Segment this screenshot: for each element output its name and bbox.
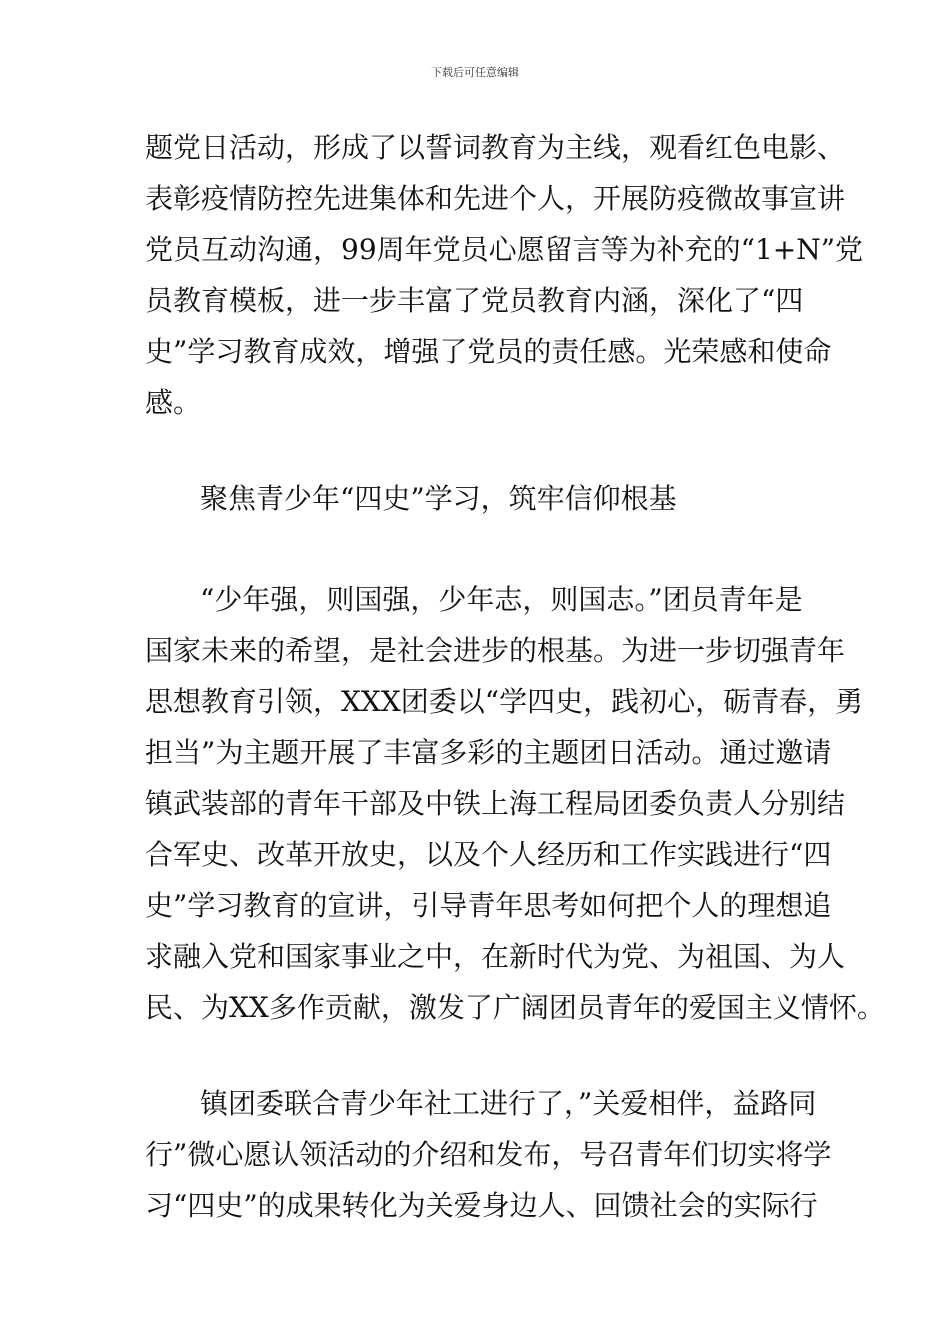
paragraph-line: 党员互动沟通，99周年党员心愿留言等为补充的“1+N”党 xyxy=(145,233,864,266)
section-heading: 聚焦青少年“四史”学习，筑牢信仰根基 xyxy=(200,482,677,515)
paragraph-line: 表彰疫情防控先进集体和先进个人，开展防疫微故事宣讲 xyxy=(145,182,846,215)
paragraph-line: 感。 xyxy=(145,386,202,419)
paragraph-line: 民、为XX多作贡献，激发了广阔团员青年的爱国主义情怀。 xyxy=(145,991,885,1024)
paragraph-line: 思想教育引领，XXX团委以“学四史，践初心，砺青春，勇 xyxy=(145,685,864,718)
paragraph-line: 行”微心愿认领活动的介绍和发布，号召青年们切实将学 xyxy=(145,1138,832,1171)
paragraph-line: 镇武装部的青年干部及中铁上海工程局团委负责人分别结 xyxy=(145,787,846,820)
paragraph-line: 合军史、改革开放史，以及个人经历和工作实践进行“四 xyxy=(145,838,832,871)
paragraph-line: 担当”为主题开展了丰富多彩的主题团日活动。通过邀请 xyxy=(145,736,832,769)
paragraph-line: 求融入党和国家事业之中，在新时代为党、为祖国、为人 xyxy=(145,940,846,973)
page-header: 下载后可任意编辑 xyxy=(431,66,519,79)
paragraph-line: “少年强，则国强，少年志，则国志。”团员青年是 xyxy=(200,583,803,616)
paragraph-line: 史”学习教育的宣讲，引导青年思考如何把个人的理想追 xyxy=(145,889,832,922)
paragraph-line: 镇团委联合青少年社工进行了，”关爱相伴，益路同 xyxy=(200,1087,817,1120)
paragraph-line: 员教育模板，进一步丰富了党员教育内涵，深化了“四 xyxy=(145,284,804,317)
paragraph-line: 习“四史”的成果转化为关爱身边人、回馈社会的实际行 xyxy=(145,1189,818,1222)
paragraph-line: 题党日活动，形成了以誓词教育为主线，观看红色电影、 xyxy=(145,131,846,164)
paragraph-line: 国家未来的希望，是社会进步的根基。为进一步切强青年 xyxy=(145,634,846,667)
paragraph-line: 史”学习教育成效，增强了党员的责任感。光荣感和使命 xyxy=(145,335,832,368)
